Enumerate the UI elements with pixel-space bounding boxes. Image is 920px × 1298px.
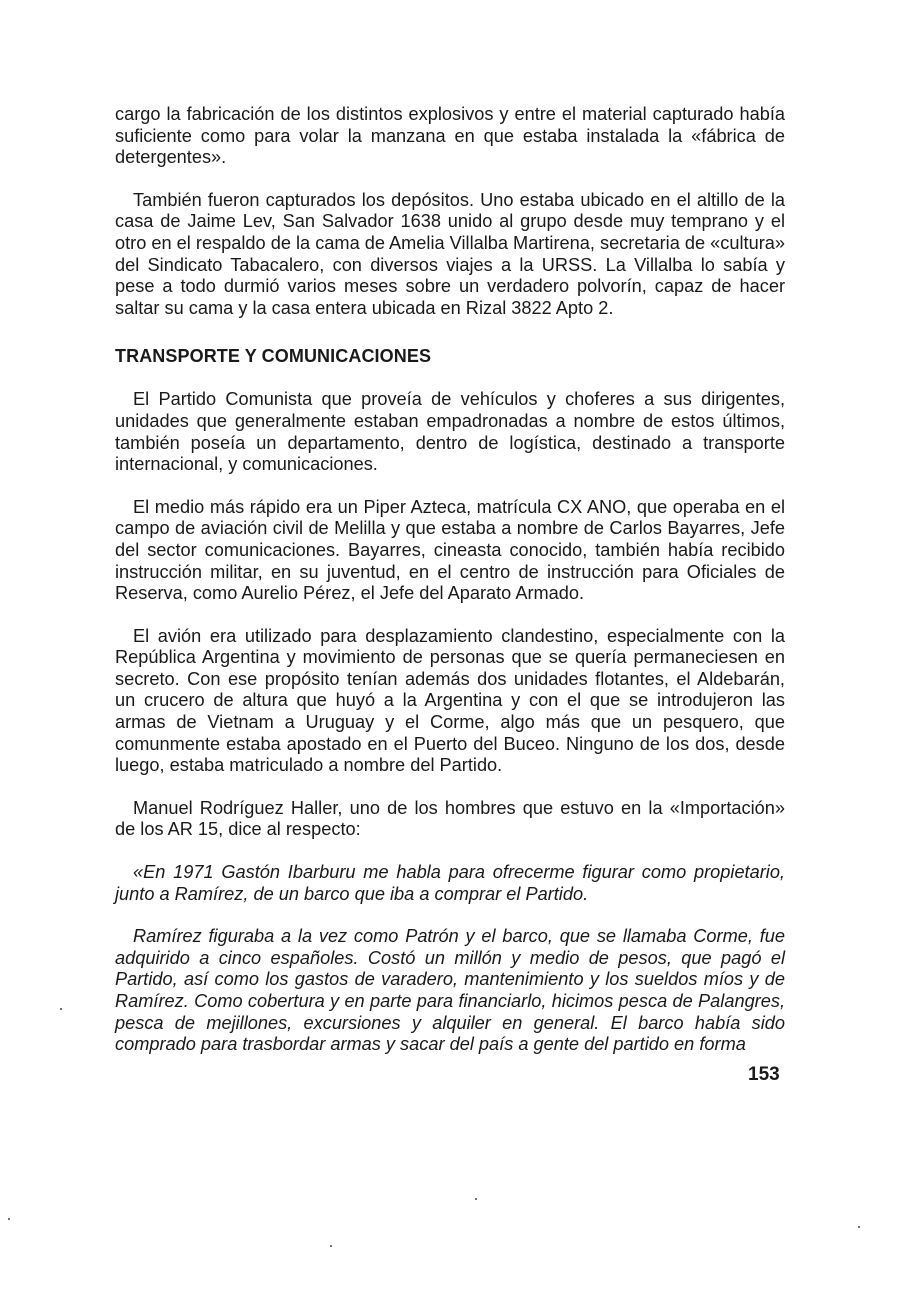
page-number: 153 bbox=[748, 1064, 780, 1085]
scan-speck bbox=[858, 1226, 860, 1228]
paragraph-2: También fueron capturados los depósitos. Uno estaba ubicado en el altillo de la casa de Jaime Lev, San Salvador 1638 unido al grupo desde muy temprano y el otro en el respaldo de la cama de Amelia Villalba Martirena, secretaria de «cultura» del Sindicato Tabacalero, con diversos viajes a la URSS. La Villalba lo sabía y pese a todo durmió varios meses sobre un verdadero polvorín, capaz de hacer saltar su cama y la casa entera ubicada en Rizal 3822 Apto 2. bbox=[115, 189, 785, 318]
paragraph-6: Manuel Rodríguez Haller, uno de los hombres que estuvo en la «Importación» de los AR 15, dice al respecto: bbox=[115, 797, 785, 840]
quote-paragraph-2: Ramírez figuraba a la vez como Patrón y el barco, que se llamaba Corme, fue adquirido a cinco españoles. Costó un millón y medio de pesos, que pagó el Partido, así como los gastos de varadero, mantenimiento y los sueldos míos y de Ramírez. Como cobertura y en parte para financiarlo, hicimos pesca de Palangres, pesca de mejillones, excursiones y alquiler en general. El barco había sido comprado para trasbordar armas y sacar del país a gente del partido en forma bbox=[115, 926, 785, 1055]
scan-speck bbox=[60, 1008, 62, 1010]
paragraph-4: El medio más rápido era un Piper Azteca, matrícula CX ANO, que operaba en el campo de aviación civil de Melilla y que estaba a nombre de Carlos Bayarres, Jefe del sector comunicaciones. Bayarres, cineasta conocido, también había recibido instrucción militar, en su juventud, en el centro de instrucción para Oficiales de Reserva, como Aurelio Pérez, el Jefe del Aparato Armado. bbox=[115, 496, 785, 604]
quote-paragraph-1: «En 1971 Gastón Ibarburu me habla para ofrecerme figurar como propietario, junto a Ramírez, de un barco que iba a comprar el Partido. bbox=[115, 862, 785, 904]
section-heading: TRANSPORTE Y COMUNICACIONES bbox=[115, 346, 432, 367]
text-column bbox=[115, 104, 785, 1056]
scan-speck bbox=[8, 1218, 10, 1220]
scan-speck bbox=[475, 1198, 477, 1200]
scan-speck bbox=[330, 1245, 332, 1247]
paragraph-1: cargo la fabricación de los distintos explosivos y entre el material capturado había suficiente como para volar la manzana en que estaba instalada la «fábrica de detergentes». bbox=[115, 104, 785, 168]
paragraph-5: El avión era utilizado para desplazamiento clandestino, especialmente con la República Argentina y movimiento de personas que se quería permaneciesen en secreto. Con ese propósito tenían además dos unidades flotantes, el Aldebarán, un crucero de altura que huyó a la Argentina y con el que se introdujeron las armas de Vietnam a Uruguay y el Corme, algo más que un pesquero, que comunmente estaba apostado en el Puerto del Buceo. Ninguno de los dos, desde luego, estaba matriculado a nombre del Partido. bbox=[115, 625, 785, 776]
paragraph-3: El Partido Comunista que proveía de vehículos y choferes a sus dirigentes, unidades que generalmente estaban empadronadas a nombre de estos últimos, también poseía un departamento, dentro de logística, destinado a transporte internacional, y comunicaciones. bbox=[115, 389, 785, 475]
